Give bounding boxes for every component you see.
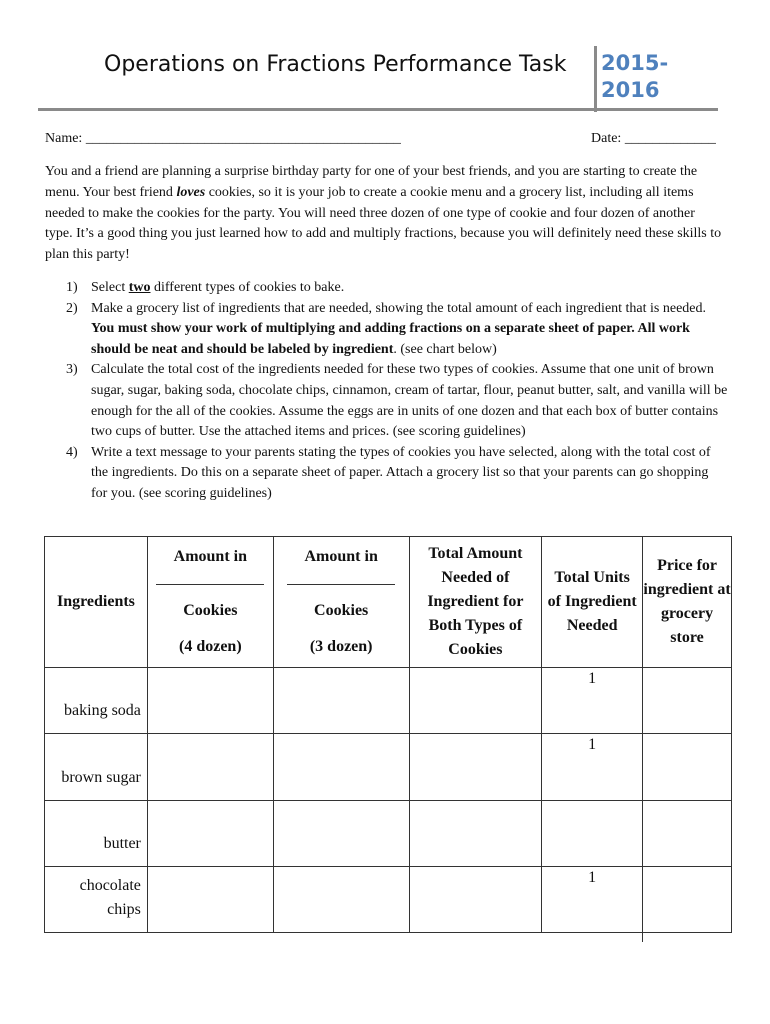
amount-cell[interactable] <box>147 866 273 932</box>
header-dozen-label: (3 dozen) <box>309 638 373 656</box>
school-year: 2015- 2016 <box>601 51 669 102</box>
header-amount-label: Amount in <box>304 548 378 566</box>
header-total-amount: Total Amount Needed of Ingredient for Both Types of Cookies <box>409 537 542 668</box>
header-cookies-label: Cookies <box>183 602 238 620</box>
total-amount-cell[interactable] <box>409 866 542 932</box>
step-1 <box>66 278 728 299</box>
header-amount-4-dozen <box>147 537 273 668</box>
header-amount-label: Amount in <box>173 548 247 566</box>
amount-cell[interactable] <box>147 800 273 866</box>
amount-cell[interactable] <box>147 668 273 734</box>
date-field[interactable]: Date: _____________ <box>591 131 716 146</box>
step-text: Select <box>91 280 129 295</box>
step-emphasis: You must show your work of multiplying and adding fractions on a separate sheet of paper. All work should be neat and should be labeled by ingredient <box>91 321 690 357</box>
amount-cell[interactable] <box>273 734 409 800</box>
table-header-row <box>45 537 732 668</box>
step-3 <box>66 360 728 442</box>
header-total-units: Total Units of Ingredient Needed <box>542 537 643 668</box>
amount-cell[interactable] <box>273 668 409 734</box>
step-text: Write a text message to your parents stating the types of cookies you have selected, along with the total cost of the ingredients. Do this on a separate sheet of paper. Attach a grocery list so that your parents can go shopping for you. (see scoring guidelines) <box>91 444 711 501</box>
ingredients-table <box>44 536 732 933</box>
table-row <box>45 866 732 932</box>
units-cell: 1 <box>542 668 643 734</box>
header-dozen-label: (4 dozen) <box>179 638 242 656</box>
document-title: Operations on Fractions Performance Task <box>104 52 567 77</box>
ingredient-name: butter <box>45 800 148 866</box>
step-number: 3) <box>66 362 78 378</box>
instruction-list <box>66 278 728 505</box>
ingredient-name: brown sugar <box>45 734 148 800</box>
step-number: 2) <box>66 300 78 316</box>
header-ingredients: Ingredients <box>45 537 148 668</box>
cookie-name-blank[interactable] <box>156 570 264 585</box>
header-amount-3-dozen <box>273 537 409 668</box>
step-emphasis: two <box>128 280 151 295</box>
amount-cell[interactable] <box>273 800 409 866</box>
step-number: 1) <box>66 280 78 295</box>
total-amount-cell[interactable] <box>409 734 542 800</box>
amount-cell[interactable] <box>147 734 273 800</box>
step-text: Make a grocery list of ingredients that are needed, showing the total amount of each ingredient that is needed. <box>91 300 707 316</box>
units-cell <box>542 800 643 866</box>
units-cell: 1 <box>542 734 643 800</box>
step-text: different types of cookies to bake. <box>150 280 345 295</box>
intro-paragraph <box>45 162 725 266</box>
table-row <box>45 800 732 866</box>
intro-emphasis: loves <box>176 184 206 200</box>
intro-text-2: cookies, so it is your job to create a cookie menu and a grocery list, including all items needed to make the cookies for the party. You will need three dozen of one type of cookie and four dozen of another type. It’s a good thing you just learned how to add and multiply fractions, because you will definitely need these skills to plan this party! <box>45 184 722 263</box>
table-row <box>45 734 732 800</box>
header-cookies-label: Cookies <box>314 602 369 620</box>
cookie-name-blank[interactable] <box>287 570 395 585</box>
amount-cell[interactable] <box>273 866 409 932</box>
step-4 <box>66 443 728 505</box>
name-field[interactable]: Name: _____________________________________________ <box>45 131 401 146</box>
ingredient-name: chocolate chips <box>45 866 148 932</box>
step-number: 4) <box>66 444 78 460</box>
intro-text-1: You and a friend are planning a surprise birthday party for one of your best friends, and you are starting to create the menu. Your best friend <box>45 164 698 200</box>
header-price: Price for ingredient at grocery store <box>643 537 732 668</box>
total-amount-cell[interactable] <box>409 668 542 734</box>
step-text: . (see chart below) <box>393 341 497 357</box>
step-text: Calculate the total cost of the ingredients needed for these two types of cookies. Assume that one unit of brown sugar, sugar, baking soda, chocolate chips, cinnamon, cream of tartar, flour, peanut butter, salt, and vanilla will be enough for the all of the cookies. Assume the eggs are in units of one dozen and that each box of butter contains two cups of butter. Use the attached items and prices. (see scoring guidelines) <box>91 362 728 440</box>
header-divider <box>594 46 597 112</box>
step-2 <box>66 299 728 361</box>
table-continuation-line <box>642 896 643 942</box>
header-rule <box>38 108 718 111</box>
price-cell[interactable] <box>643 866 732 932</box>
document-header <box>38 44 718 112</box>
price-cell[interactable] <box>643 734 732 800</box>
ingredient-name: baking soda <box>45 668 148 734</box>
price-cell[interactable] <box>643 668 732 734</box>
price-cell[interactable] <box>643 800 732 866</box>
table-row <box>45 668 732 734</box>
total-amount-cell[interactable] <box>409 800 542 866</box>
units-cell: 1 <box>542 866 643 932</box>
